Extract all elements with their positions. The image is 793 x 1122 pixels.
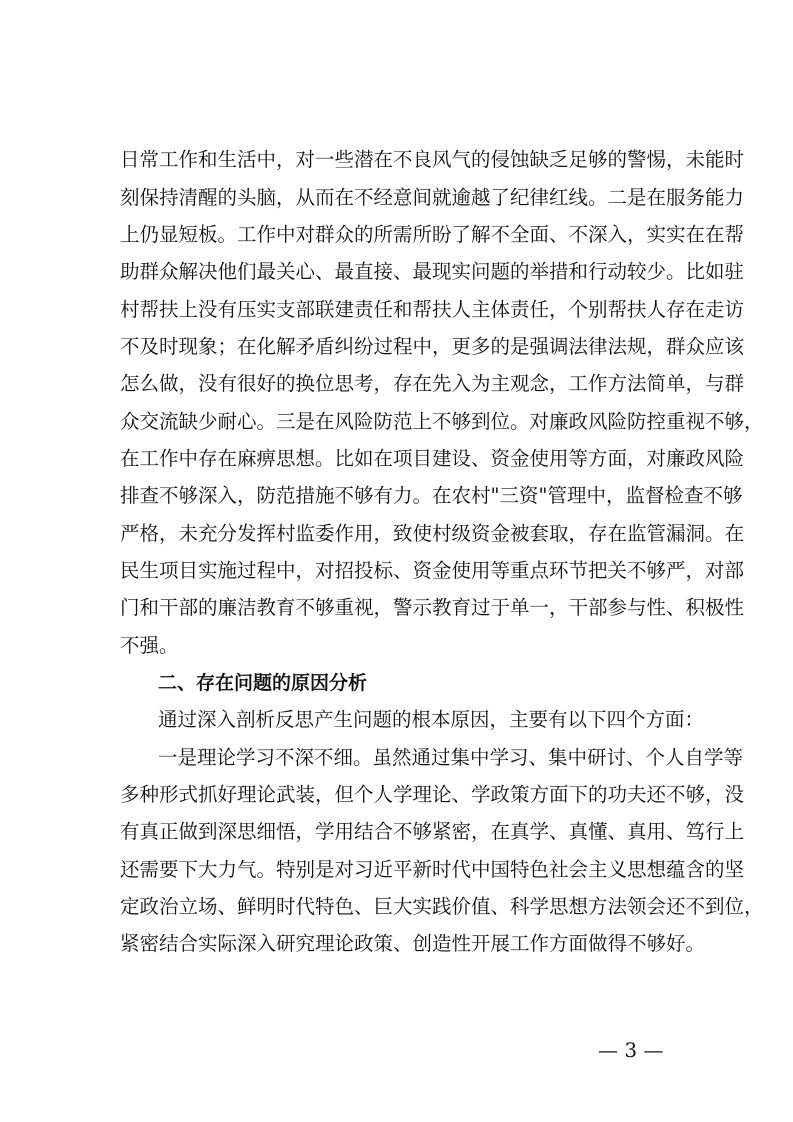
body-text-line: 有真正做到深思细悟，学用结合不够紧密，在真学、真懂、真用、笃行上 <box>120 820 745 843</box>
body-text-line: 日常工作和生活中，对一些潜在不良风气的侵蚀缺乏足够的警惕，未能时 <box>120 148 745 171</box>
body-text-line: 助群众解决他们最关心、最直接、最现实问题的举措和行动较少。比如驻 <box>120 260 745 283</box>
body-text-line: 村帮扶上没有压实支部联建责任和帮扶人主体责任，个别帮扶人存在走访 <box>120 298 745 321</box>
body-text-line: 一是理论学习不深不细。虽然通过集中学习、集中研讨、个人自学等 <box>158 746 744 769</box>
body-text-line: 排查不够深入，防范措施不够有力。在农村"三资"管理中，监督检查不够 <box>120 484 743 507</box>
intro-line: 通过深入剖析反思产生问题的根本原因，主要有以下四个方面： <box>158 708 705 731</box>
body-text-line: 紧密结合实际深入研究理论政策、创造性开展工作方面做得不够好。 <box>120 932 706 955</box>
body-text-line: 刻保持清醒的头脑，从而在不经意间就逾越了纪律红线。二是在服务能力 <box>120 186 745 209</box>
body-text-line: 民生项目实施过程中，对招投标、资金使用等重点环节把关不够严，对部 <box>120 559 745 582</box>
section-heading: 二、存在问题的原因分析 <box>158 672 368 694</box>
body-text-line: 不强。 <box>120 634 179 657</box>
body-text-line: 上仍显短板。工作中对群众的所需所盼了解不全面、不深入，实实在在帮 <box>120 223 745 246</box>
body-text-line: 多种形式抓好理论武装，但个人学理论、学政策方面下的功夫还不够，没 <box>120 783 745 806</box>
body-text-line: 门和干部的廉洁教育不够重视，警示教育过于单一，干部参与性、积极性 <box>120 596 745 619</box>
body-text-line: 严格，未充分发挥村监委作用，致使村级资金被套取，存在监管漏洞。在 <box>120 522 745 545</box>
body-text-line: 定政治立场、鲜明时代特色、巨大实践价值、科学思想方法领会还不到位， <box>120 895 764 918</box>
body-text-line: 还需要下大力气。特别是对习近平新时代中国特色社会主义思想蕴含的坚 <box>120 858 745 881</box>
body-text-line: 不及时现象；在化解矛盾纠纷过程中，更多的是强调法律法规，群众应该 <box>120 335 745 358</box>
body-text-line: 在工作中存在麻痹思想。比如在项目建设、资金使用等方面，对廉政风险 <box>120 447 745 470</box>
body-text-line: 众交流缺少耐心。三是在风险防范上不够到位。对廉政风险防控重视不够， <box>120 410 764 433</box>
body-text-line: 怎么做，没有很好的换位思考，存在先入为主观念，工作方法简单，与群 <box>120 372 745 395</box>
page-number: — 3 — <box>598 1038 664 1062</box>
